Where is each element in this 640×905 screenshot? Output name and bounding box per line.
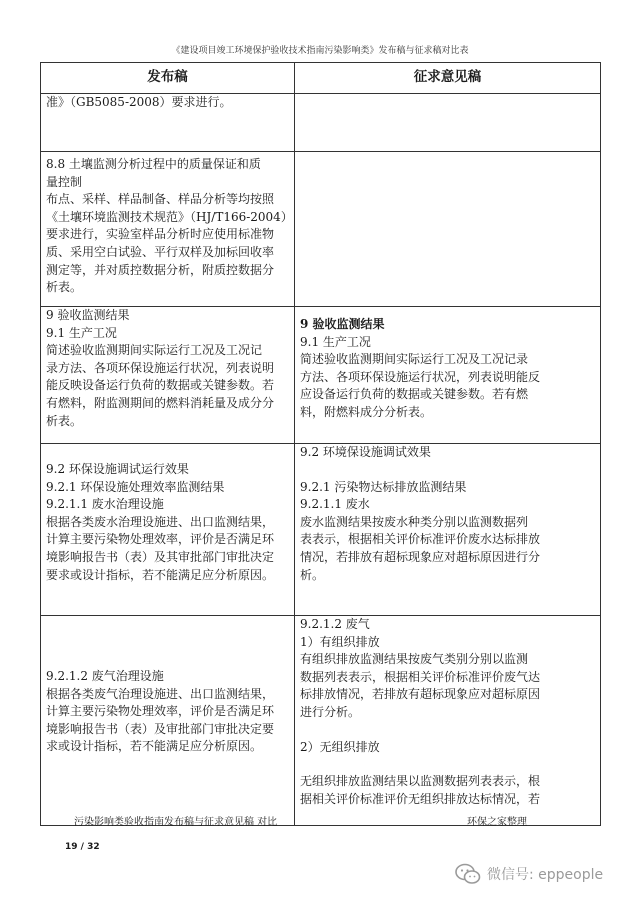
cell-line: 据相关评价标准评价无组织排放达标情况，若	[300, 791, 541, 806]
cell-line: 9 验收监测结果	[46, 308, 130, 322]
cell-line: 能反映设备运行负荷的数据或关键参数。若	[46, 378, 275, 393]
cell-line: 布点、采样、样品制备、样品分析等均按照	[46, 192, 275, 207]
table-row	[41, 152, 601, 307]
table-header-row	[41, 63, 601, 94]
cell-line: 量控制	[46, 174, 83, 189]
cell-line: 9.1 生产工况	[46, 325, 117, 340]
draft-cell	[295, 616, 601, 826]
footer-doc-title: 污染影响类验收指南发布稿与征求意见稿 对比	[74, 817, 278, 828]
published-cell	[41, 616, 295, 826]
draft-cell	[295, 152, 601, 307]
table-row	[41, 444, 601, 616]
draft-cell	[295, 94, 601, 152]
cell-line: 1）有组织排放	[300, 634, 380, 649]
footer-credit: 环保之家整理	[467, 817, 527, 828]
cell-line: 计算主要污染物处理效率，评价是否满足环	[46, 704, 275, 719]
cell-line: 9.2.1.2 废气	[300, 617, 370, 631]
cell-line: 应设备运行负荷的数据或关键参数。若有燃	[300, 387, 529, 402]
cell-line: 料，附燃料成分分析表。	[300, 404, 433, 419]
cell-line: 境影响报告书（表）及审批部门审批决定要	[46, 721, 275, 736]
cell-line: 录方法、各项环保设施运行状况，列表说明	[46, 360, 275, 375]
cell-line: 计算主要污染物处理效率，评价是否满足环	[46, 532, 275, 547]
cell-line: 9.1 生产工况	[300, 334, 371, 349]
cell-line: 质、采用空白试验、平行双样及加标回收率	[46, 244, 275, 259]
cell-line: 简述验收监测期间实际运行工况及工况记录	[300, 352, 529, 367]
cell-line: 9.2.1.1 废水治理设施	[46, 497, 164, 512]
table-row	[41, 616, 601, 826]
cell-line: 9.2.1 污染物达标排放监测结果	[300, 479, 467, 494]
cell-line: 方法、各项环保设施运行状况，列表说明能反	[300, 369, 541, 384]
cell-line: 要求进行，实验室样品分析时应使用标准物	[46, 227, 275, 242]
published-cell	[41, 152, 295, 307]
draft-cell	[295, 307, 601, 444]
running-header: 《建设项目竣工环境保护验收技术指南污染影响类》发布稿与征求稿对比表	[171, 46, 469, 56]
cell-line: 9.2.1.2 废气治理设施	[46, 669, 164, 683]
cell-line: 9.2.1.1 废水	[300, 497, 370, 512]
draft-cell	[295, 444, 601, 616]
table-row	[41, 94, 601, 152]
cell-line: 无组织排放监测结果以监测数据列表表示，根	[300, 774, 541, 789]
cell-line: 简述验收监测期间实际运行工况及工况记	[46, 343, 263, 358]
cell-line: 根据各类废气治理设施进、出口监测结果，	[46, 686, 275, 701]
cell-line: 要求或设计指标，若不能满足应分析原因。	[46, 567, 275, 582]
cell-line: 情况，若排放有超标现象应对超标原因进行分	[300, 549, 541, 564]
published-cell	[41, 444, 295, 616]
cell-line: 境影响报告书（表）及其审批部门审批决定	[46, 549, 275, 564]
cell-line: 标排放情况，若排放有超标现象应对超标原因	[300, 687, 541, 702]
cell-line: 9 验收监测结果	[300, 317, 385, 331]
cell-line: 进行分析。	[300, 704, 361, 719]
cell-line: 数据列表表示，根据相关评价标准评价废气达	[300, 669, 541, 684]
cell-line: 测定等，并对质控数据分析，附质控数据分	[46, 262, 275, 277]
page-number: 19 / 32	[65, 842, 100, 852]
watermark-text: 微信号: eppeople	[487, 867, 604, 883]
table-row	[41, 307, 601, 444]
column-header-published: 发布稿	[41, 63, 295, 94]
cell-line: 《土壤环境监测技术规范》（HJ/T166-2004）	[46, 209, 293, 224]
published-cell	[41, 94, 295, 152]
column-header-draft: 征求意见稿	[295, 63, 601, 94]
cell-line: 9.2 环保设施调试运行效果	[46, 462, 189, 476]
cell-line: 表表示，根据相关评价标准评价废水达标排放	[300, 532, 541, 547]
cell-line: 废水监测结果按废水种类分别以监测数据列	[300, 514, 529, 529]
published-cell	[41, 307, 295, 444]
comparison-table	[40, 62, 601, 826]
cell-line: 根据各类废水治理设施进、出口监测结果，	[46, 514, 275, 529]
cell-line: 8.8 土壤监测分析过程中的质量保证和质	[46, 157, 261, 171]
cell-line: 析。	[300, 567, 325, 582]
cell-line: 准》（GB5085-2008）要求进行。	[46, 95, 232, 109]
cell-line: 析表。	[46, 280, 83, 295]
cell-line: 析表。	[46, 413, 83, 428]
watermark	[455, 862, 603, 886]
cell-line: 9.2.1 环保设施处理效率监测结果	[46, 479, 225, 494]
cell-line: 9.2 环境保设施调试效果	[300, 445, 431, 459]
cell-line: 有燃料，附监测期间的燃料消耗量及成分分	[46, 395, 275, 410]
wechat-icon	[455, 863, 481, 885]
cell-line: 求或设计指标，若不能满足应分析原因。	[46, 739, 263, 754]
cell-line: 有组织排放监测结果按废气类别分别以监测	[300, 652, 529, 667]
cell-line: 2）无组织排放	[300, 739, 380, 754]
